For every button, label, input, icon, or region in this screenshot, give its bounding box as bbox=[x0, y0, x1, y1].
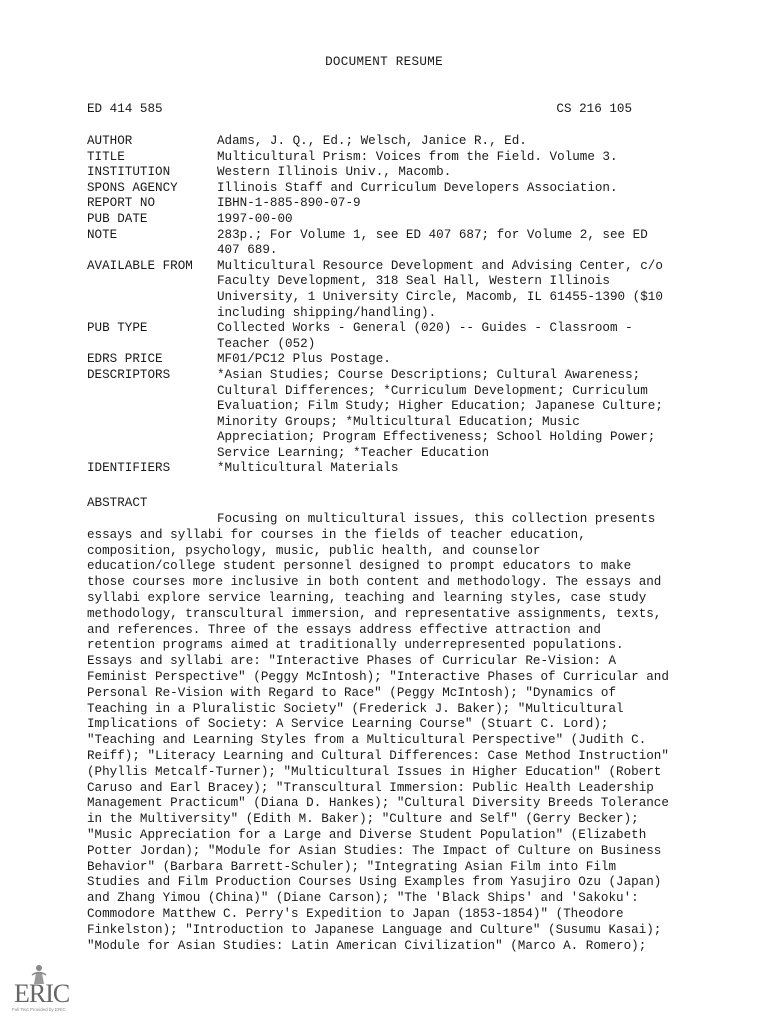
abstract-line: Personal Re-Vision with Regard to Race" (Peggy McIntosh); "Dynamics of bbox=[87, 685, 617, 700]
field-value-line: 283p.; For Volume 1, see ED 407 687; for Volume 2, see ED bbox=[217, 227, 648, 242]
field-row bbox=[87, 321, 687, 352]
field-value-line: MF01/PC12 Plus Postage. bbox=[217, 352, 391, 367]
field-value-line: Cultural Differences; *Curriculum Development; Curriculum bbox=[217, 383, 648, 398]
abstract-line: methodology, transcultural immersion, and representative assignments, texts, bbox=[87, 606, 662, 621]
field-label: IDENTIFIERS bbox=[87, 461, 171, 476]
abstract-line: "Module for Asian Studies: Latin American Civilization" (Marco A. Romero); bbox=[87, 938, 647, 953]
field-value-line: Evaluation; Film Study; Higher Education; Japanese Culture; bbox=[217, 399, 663, 414]
field-value-line: Minority Groups; *Multicultural Education; Music bbox=[217, 414, 580, 429]
abstract-line: Commodore Matthew C. Perry's Expedition to Japan (1853-1854)" (Theodore bbox=[87, 906, 624, 921]
abstract-line: Essays and syllabi are: "Interactive Phases of Curricular Re-Vision: A bbox=[87, 654, 617, 669]
field-value-line: Teacher (052) bbox=[217, 336, 316, 351]
abstract-line: "Music Appreciation for a Large and Diverse Student Population" (Elizabeth bbox=[87, 827, 647, 842]
field-value bbox=[217, 181, 687, 197]
field-value-line: Illinois Staff and Curriculum Developers Association. bbox=[217, 180, 618, 195]
abstract-line: Potter Jordan); "Module for Asian Studies: The Impact of Culture on Business bbox=[87, 843, 662, 858]
field-value bbox=[217, 196, 687, 212]
abstract-line: Studies and Film Production Courses Using Examples from Yasujiro Ozu (Japan) bbox=[87, 875, 662, 890]
abstract-line: composition, psychology, music, public health, and counselor bbox=[87, 543, 541, 558]
field-label: DESCRIPTORS bbox=[87, 367, 171, 382]
field-value-line: *Multicultural Materials bbox=[217, 461, 399, 476]
field-value bbox=[217, 165, 687, 181]
field-row bbox=[87, 368, 687, 462]
abstract-line: Management Practicum" (Diana D. Hankes); "Cultural Diversity Breeds Tolerance bbox=[87, 796, 669, 811]
abstract-line: Implications of Society: A Service Learning Course" (Stuart C. Lord); bbox=[87, 717, 609, 732]
abstract-label: ABSTRACT bbox=[87, 496, 148, 510]
abstract-line: education/college student personnel designed to prompt educators to make bbox=[87, 559, 632, 574]
field-row bbox=[87, 165, 687, 181]
field-row bbox=[87, 196, 687, 212]
field-value-line: Faculty Development, 318 Seal Hall, Western Illinois bbox=[217, 274, 610, 289]
cs-number: CS 216 105 bbox=[556, 102, 632, 116]
abstract-line: retention programs aimed at traditionally underrepresented populations. bbox=[87, 638, 624, 653]
abstract-line: and Zhang Yimou (China)" (Diane Carson); "The 'Black Ships' and 'Sakoku': bbox=[87, 891, 639, 906]
field-value-line: including shipping/handling). bbox=[217, 305, 437, 320]
field-label: SPONS AGENCY bbox=[87, 180, 178, 195]
field-value-line: Western Illinois Univ., Macomb. bbox=[217, 165, 452, 180]
field-label: REPORT NO bbox=[87, 196, 156, 211]
abstract-text bbox=[87, 512, 687, 954]
field-row bbox=[87, 134, 687, 150]
field-value bbox=[217, 352, 687, 368]
abstract-line: Caruso and Earl Bracey); "Transcultural Immersion: Public Health Leadership bbox=[87, 780, 654, 795]
field-label: AVAILABLE FROM bbox=[87, 258, 193, 273]
field-value bbox=[217, 228, 687, 259]
field-label: EDRS PRICE bbox=[87, 352, 163, 367]
field-value-line: Service Learning; *Teacher Education bbox=[217, 445, 490, 460]
metadata-fields bbox=[87, 134, 687, 477]
abstract-line: those courses more inclusive in both content and methodology. The essays and bbox=[87, 575, 662, 590]
field-value-line: 1997-00-00 bbox=[217, 211, 293, 226]
abstract-line: Behavior" (Barbara Barrett-Schuler); "Integrating Asian Film into Film bbox=[87, 859, 617, 874]
field-value-line: University, 1 University Circle, Macomb, IL 61455-1390 ($10 bbox=[217, 289, 663, 304]
eric-tagline: Full Text Provided by ERIC bbox=[12, 1007, 66, 1012]
field-value bbox=[217, 212, 687, 228]
field-row bbox=[87, 150, 687, 166]
field-value bbox=[217, 461, 687, 477]
field-value-line: 407 689. bbox=[217, 243, 278, 258]
abstract-line: Finkelston); "Introduction to Japanese Language and Culture" (Susumu Kasai); bbox=[87, 922, 662, 937]
field-value-line: IBHN-1-885-890-07-9 bbox=[217, 196, 361, 211]
field-row bbox=[87, 228, 687, 259]
field-label: INSTITUTION bbox=[87, 165, 171, 180]
document-title: DOCUMENT RESUME bbox=[325, 55, 443, 69]
field-value-line: *Asian Studies; Course Descriptions; Cultural Awareness; bbox=[217, 367, 641, 382]
ed-number: ED 414 585 bbox=[87, 102, 163, 116]
field-label: AUTHOR bbox=[87, 134, 133, 148]
field-row bbox=[87, 352, 687, 368]
field-value-line: Collected Works - General (020) -- Guides - Classroom - bbox=[217, 321, 633, 336]
field-label: NOTE bbox=[87, 227, 118, 242]
abstract-line: Teaching in a Pluralistic Society" (Frederick J. Baker); "Multicultural bbox=[87, 701, 624, 716]
field-value bbox=[217, 134, 687, 150]
abstract-line: in the Multiversity" (Edith M. Baker); "Culture and Self" (Gerry Becker); bbox=[87, 812, 639, 827]
abstract-line: (Phyllis Metcalf-Turner); "Multicultural Issues in Higher Education" (Robert bbox=[87, 764, 662, 779]
abstract-line: "Teaching and Learning Styles from a Multicultural Perspective" (Judith C. bbox=[87, 733, 647, 748]
eric-logo bbox=[10, 964, 68, 1014]
field-label: TITLE bbox=[87, 149, 125, 164]
field-value-line: Multicultural Prism: Voices from the Field. Volume 3. bbox=[217, 149, 618, 164]
field-value bbox=[217, 150, 687, 166]
field-row bbox=[87, 461, 687, 477]
abstract-line: Reiff); "Literacy Learning and Cultural Differences: Case Method Instruction" bbox=[87, 748, 669, 763]
field-label: PUB DATE bbox=[87, 211, 148, 226]
field-value bbox=[217, 321, 687, 352]
field-row bbox=[87, 212, 687, 228]
field-row bbox=[87, 181, 687, 197]
field-value-line: Multicultural Resource Development and Advising Center, c/o bbox=[217, 258, 663, 273]
abstract-line: essays and syllabi for courses in the fields of teacher education, bbox=[87, 527, 586, 542]
field-value bbox=[217, 259, 687, 321]
field-label: PUB TYPE bbox=[87, 321, 148, 336]
field-value bbox=[217, 368, 687, 462]
abstract-line: Focusing on multicultural issues, this collection presents bbox=[217, 512, 656, 526]
abstract-line: Feminist Perspective" (Peggy McIntosh); "Interactive Phases of Curricular and bbox=[87, 669, 669, 684]
field-value-line: Adams, J. Q., Ed.; Welsch, Janice R., Ed. bbox=[217, 134, 527, 148]
eric-wordmark: ERIC bbox=[14, 979, 70, 1008]
abstract-line: syllabi explore service learning, teaching and learning styles, case study bbox=[87, 590, 647, 605]
field-row bbox=[87, 259, 687, 321]
field-value-line: Appreciation; Program Effectiveness; School Holding Power; bbox=[217, 430, 656, 445]
abstract-line: and references. Three of the essays address effective attraction and bbox=[87, 622, 601, 637]
